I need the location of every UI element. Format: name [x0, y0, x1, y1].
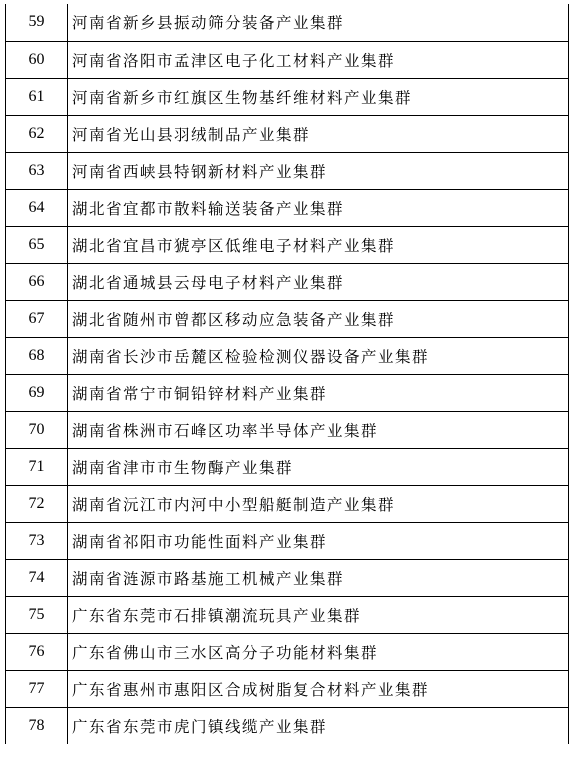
cluster-name: 广东省东莞市石排镇潮流玩具产业集群: [68, 596, 569, 633]
cluster-name: 湖南省祁阳市功能性面料产业集群: [68, 522, 569, 559]
row-number: 72: [6, 485, 68, 522]
cluster-name: 湖南省长沙市岳麓区检验检测仪器设备产业集群: [68, 337, 569, 374]
row-number: 59: [6, 4, 68, 41]
table-row: [6, 411, 569, 448]
row-number: 69: [6, 374, 68, 411]
table-row: [6, 226, 569, 263]
row-number: 73: [6, 522, 68, 559]
cluster-name: 广东省惠州市惠阳区合成树脂复合材料产业集群: [68, 670, 569, 707]
cluster-name: 湖南省株洲市石峰区功率半导体产业集群: [68, 411, 569, 448]
table-row: [6, 559, 569, 596]
cluster-name: 河南省新乡县振动筛分装备产业集群: [68, 4, 569, 41]
cluster-name: 湖南省沅江市内河中小型船艇制造产业集群: [68, 485, 569, 522]
table-row: [6, 670, 569, 707]
cluster-name: 湖北省宜昌市猇亭区低维电子材料产业集群: [68, 226, 569, 263]
row-number: 64: [6, 189, 68, 226]
row-number: 78: [6, 707, 68, 744]
row-number: 76: [6, 633, 68, 670]
cluster-name: 广东省佛山市三水区高分子功能材料集群: [68, 633, 569, 670]
row-number: 61: [6, 78, 68, 115]
row-number: 70: [6, 411, 68, 448]
row-number: 74: [6, 559, 68, 596]
row-number: 63: [6, 152, 68, 189]
row-number: 71: [6, 448, 68, 485]
table-row: [6, 41, 569, 78]
table-row: [6, 707, 569, 744]
table-row: [6, 115, 569, 152]
table-row: [6, 596, 569, 633]
row-number: 67: [6, 300, 68, 337]
cluster-name: 湖北省通城县云母电子材料产业集群: [68, 263, 569, 300]
cluster-name: 河南省光山县羽绒制品产业集群: [68, 115, 569, 152]
cluster-name: 湖南省涟源市路基施工机械产业集群: [68, 559, 569, 596]
row-number: 60: [6, 41, 68, 78]
cluster-name: 湖南省常宁市铜铅锌材料产业集群: [68, 374, 569, 411]
table-row: [6, 4, 569, 41]
cluster-list-table: [5, 4, 569, 744]
cluster-name: 湖北省宜都市散料输送装备产业集群: [68, 189, 569, 226]
table-body: [6, 4, 569, 744]
row-number: 77: [6, 670, 68, 707]
cluster-name: 湖南省津市市生物酶产业集群: [68, 448, 569, 485]
row-number: 66: [6, 263, 68, 300]
cluster-name: 湖北省随州市曾都区移动应急装备产业集群: [68, 300, 569, 337]
cluster-name: 河南省新乡市红旗区生物基纤维材料产业集群: [68, 78, 569, 115]
row-number: 75: [6, 596, 68, 633]
row-number: 68: [6, 337, 68, 374]
cluster-name: 河南省洛阳市孟津区电子化工材料产业集群: [68, 41, 569, 78]
table-row: [6, 448, 569, 485]
table-row: [6, 633, 569, 670]
cluster-name: 河南省西峡县特钢新材料产业集群: [68, 152, 569, 189]
table-row: [6, 300, 569, 337]
table-row: [6, 337, 569, 374]
table-row: [6, 152, 569, 189]
table-row: [6, 189, 569, 226]
row-number: 65: [6, 226, 68, 263]
cluster-name: 广东省东莞市虎门镇线缆产业集群: [68, 707, 569, 744]
table-row: [6, 485, 569, 522]
table-row: [6, 263, 569, 300]
table-row: [6, 522, 569, 559]
row-number: 62: [6, 115, 68, 152]
table-row: [6, 78, 569, 115]
table-row: [6, 374, 569, 411]
